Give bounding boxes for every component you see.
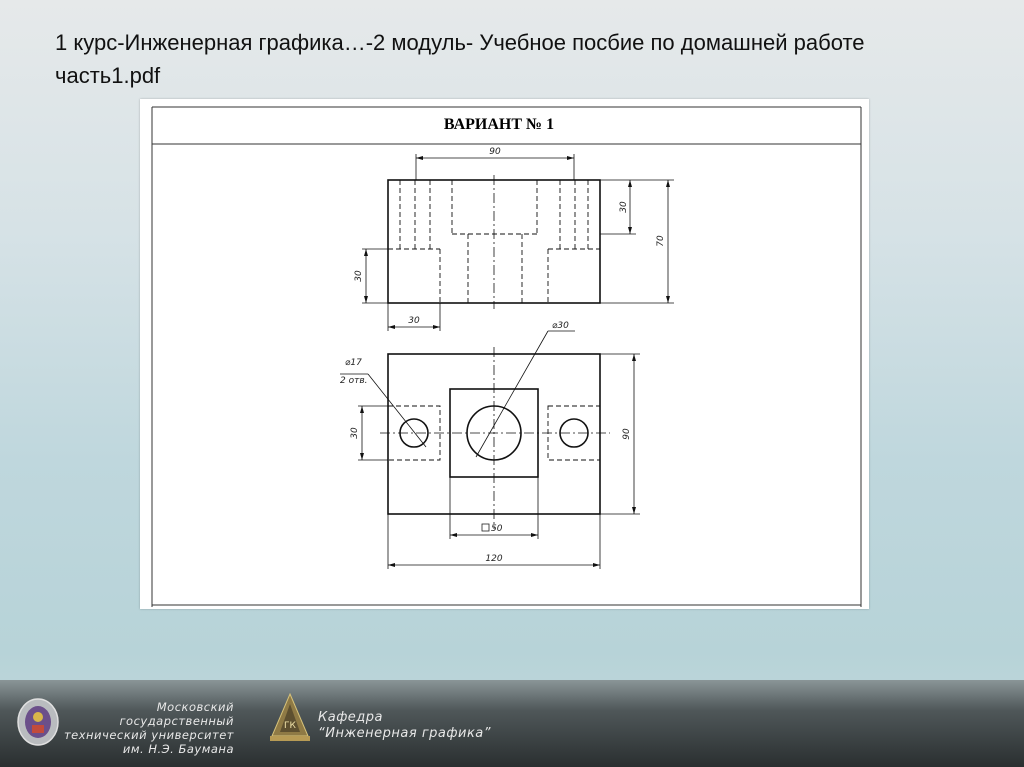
top-dim-hole-count: 2 отв. (340, 376, 368, 386)
technical-drawing (140, 99, 869, 609)
top-dim-right: 90 (622, 428, 632, 440)
footer-bar (0, 680, 1024, 767)
front-view (362, 154, 674, 331)
top-dim-left: 30 (350, 427, 360, 439)
front-dim-top: 90 (489, 147, 501, 157)
department-logo-icon (266, 692, 314, 744)
top-dim-square: 50 (491, 524, 503, 534)
front-dim-left: 30 (354, 270, 364, 282)
university-line-1: Московский государственный (119, 700, 234, 728)
university-name (62, 700, 234, 756)
front-dim-right-outer: 70 (656, 235, 666, 247)
department-line-2: “Инженерная графика” (318, 726, 492, 741)
variant-header: ВАРИАНТ № 1 (443, 116, 555, 133)
front-dim-bottom: 30 (408, 316, 420, 326)
university-line-2: технический университет (63, 728, 234, 742)
university-emblem-icon (16, 697, 60, 747)
top-dim-hole-small: ⌀17 (345, 358, 362, 368)
slide-title: 1 курс-Инженерная графика…-2 модуль- Учебное посбие по домашней работе часть1.pdf (55, 30, 865, 88)
department-line-1: Кафедра (318, 710, 384, 725)
drawing-page (140, 99, 869, 609)
top-dim-width: 120 (485, 554, 503, 564)
top-dim-hole-large: ⌀30 (552, 321, 569, 331)
university-line-3: им. Н.Э. Баумана (122, 742, 234, 756)
front-dim-right-inner: 30 (619, 201, 629, 213)
department-name (318, 710, 491, 742)
top-view (340, 331, 640, 569)
square-symbol-icon (482, 524, 489, 531)
svg-text:ГК: ГК (284, 721, 296, 731)
